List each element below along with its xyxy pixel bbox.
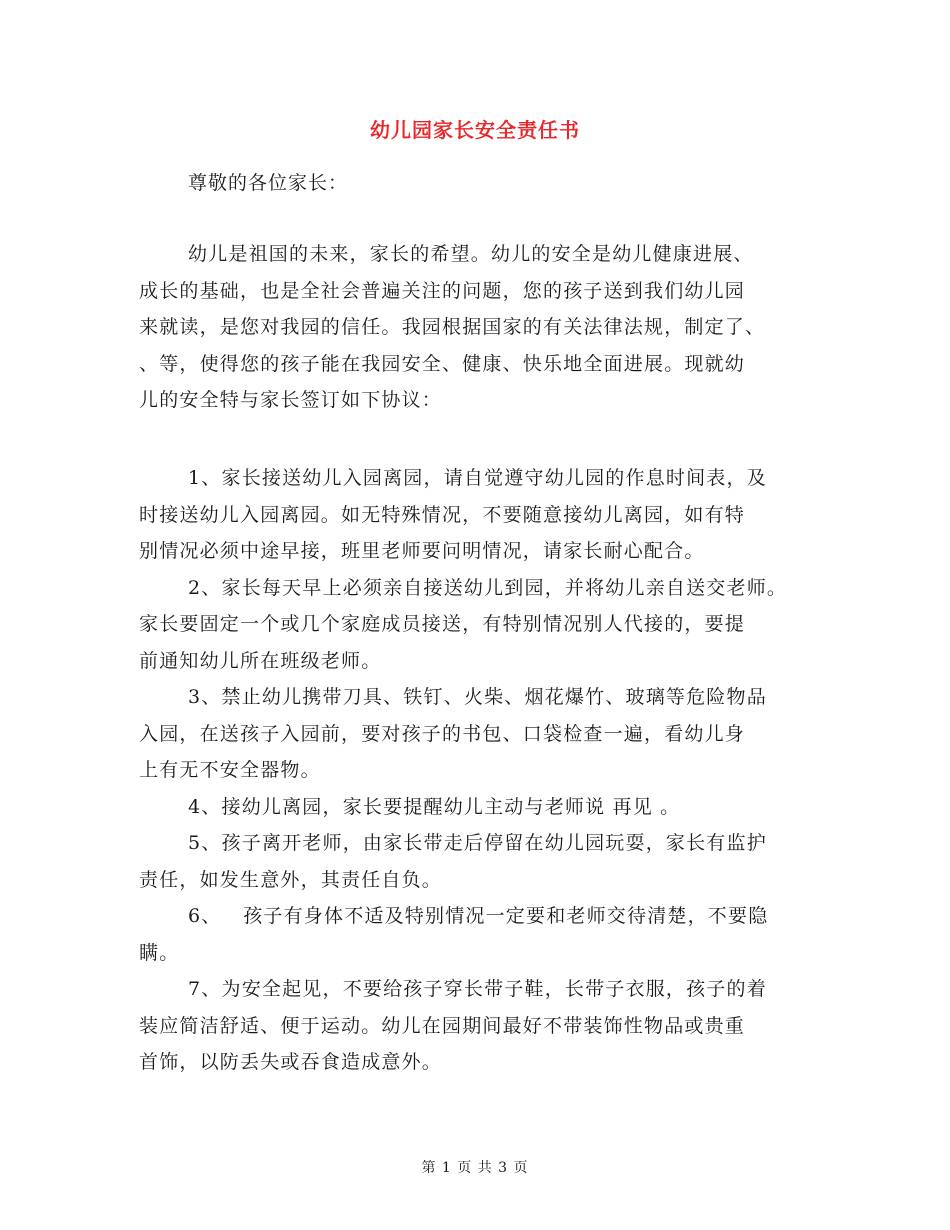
item-line: 首饰，以防丢失或吞食造成意外。	[139, 1051, 443, 1073]
item-line: 家长要固定一个或几个家庭成员接送，有特别情况别人代接的，要提	[139, 613, 746, 635]
agreement-item-6	[139, 898, 829, 971]
item-line: 瞒。	[139, 941, 180, 964]
agreement-item-2	[139, 570, 829, 680]
item-line: 时接送幼儿入园离园。如无特殊情况，不要随意接幼儿离园，如有特	[139, 503, 746, 526]
item-line: 6、 孩子有身体不适及特别情况一定要和老师交待清楚，不要隐	[188, 905, 769, 927]
item-line: 5、孩子离开老师，由家长带走后停留在幼儿园玩耍，家长有监护	[188, 832, 767, 854]
agreement-item-5	[139, 825, 829, 898]
agreement-item-4	[139, 789, 829, 826]
salutation: 尊敬的各位家长：	[188, 172, 349, 194]
item-line: 7、为安全起见，不要给孩子穿长带子鞋，长带子衣服，孩子的着	[188, 978, 767, 1000]
intro-line: 成长的基础，也是全社会普遍关注的问题，您的孩子送到我们幼儿园	[139, 279, 746, 302]
agreement-items	[139, 460, 829, 1081]
agreement-item-3	[139, 679, 829, 789]
agreement-item-1	[139, 460, 829, 570]
item-line: 装应简洁舒适、便于运动。幼儿在园期间最好不带装饰性物品或贵重	[139, 1014, 746, 1037]
intro-line: 来就读，是您对我园的信任。我园根据国家的有关法律法规，制定了、	[139, 316, 766, 338]
document-title: 幼儿园家长安全责任书	[370, 118, 580, 142]
intro-line: 、等，使得您的孩子能在我园安全、健康、快乐地全面进展。现就幼	[139, 352, 746, 375]
intro-paragraph	[139, 236, 829, 419]
item-line: 别情况必须中途早接，班里老师要问明情况，请家长耐心配合。	[139, 540, 705, 562]
item-line: 4、接幼儿离园，家长要提醒幼儿主动与老师说 再见 。	[188, 795, 681, 818]
item-line: 2、家长每天早上必须亲自接送幼儿到园，并将幼儿亲自送交老师。	[188, 576, 788, 599]
item-line: 1、家长接送幼儿入园离园，请自觉遵守幼儿园的作息时间表，及	[188, 467, 767, 489]
intro-line: 儿的安全特与家长签订如下协议：	[139, 389, 443, 411]
item-line: 责任，如发生意外，其责任自负。	[139, 868, 443, 891]
intro-line: 幼儿是祖国的未来，家长的希望。幼儿的安全是幼儿健康进展、	[188, 243, 754, 265]
item-line: 前通知幼儿所在班级老师。	[139, 649, 382, 672]
page-footer: 第 1 页 共 3 页	[421, 1160, 529, 1176]
agreement-item-7	[139, 971, 829, 1081]
item-line: 入园，在送孩子入园前，要对孩子的书包、口袋检查一遍，看幼儿身	[139, 722, 746, 745]
item-line: 3、禁止幼儿携带刀具、铁钉、火柴、烟花爆竹、玻璃等危险物品	[188, 686, 767, 708]
item-line: 上有无不安全器物。	[139, 759, 321, 781]
